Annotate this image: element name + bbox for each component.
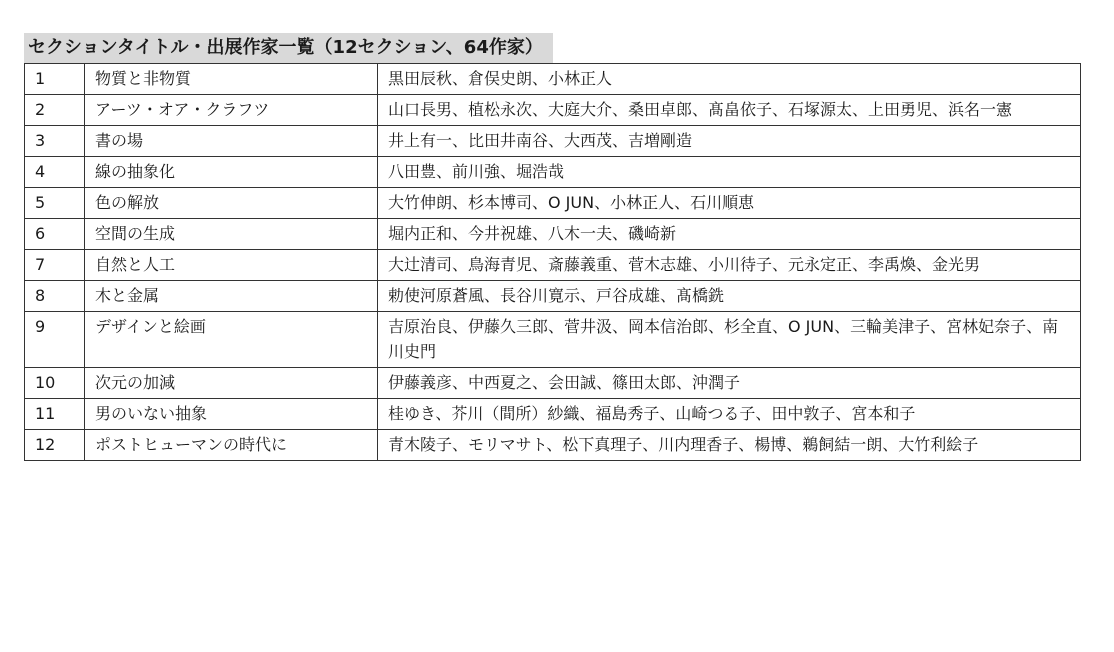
artist-table	[24, 63, 1081, 461]
section-title: 男のいない抽象	[85, 399, 378, 430]
section-title: 線の抽象化	[85, 157, 378, 188]
table-title: セクションタイトル・出展作家一覧（12セクション、64作家）	[24, 33, 553, 63]
table-row	[25, 188, 1081, 219]
artist-list: 伊藤義彦、中西夏之、会田誠、篠田太郎、沖潤子	[378, 368, 1081, 399]
section-number: 1	[25, 64, 85, 95]
table-row	[25, 95, 1081, 126]
section-title: 書の場	[85, 126, 378, 157]
section-number: 8	[25, 281, 85, 312]
table-row	[25, 430, 1081, 461]
section-title: 色の解放	[85, 188, 378, 219]
table-row	[25, 126, 1081, 157]
artist-list: 吉原治良、伊藤久三郎、菅井汲、岡本信治郎、杉全直、O JUN、三輪美津子、宮林妃奈子、南川史門	[378, 312, 1081, 368]
artist-list: 黒田辰秋、倉俣史朗、小林正人	[378, 64, 1081, 95]
section-number: 2	[25, 95, 85, 126]
artist-list: 大竹伸朗、杉本博司、O JUN、小林正人、石川順恵	[378, 188, 1081, 219]
section-title: 物質と非物質	[85, 64, 378, 95]
table-row	[25, 250, 1081, 281]
section-title: ポストヒューマンの時代に	[85, 430, 378, 461]
section-number: 10	[25, 368, 85, 399]
section-number: 7	[25, 250, 85, 281]
section-title: 次元の加減	[85, 368, 378, 399]
table-row	[25, 219, 1081, 250]
section-number: 3	[25, 126, 85, 157]
section-title: 自然と人工	[85, 250, 378, 281]
section-title: アーツ・オア・クラフツ	[85, 95, 378, 126]
table-body	[25, 64, 1081, 461]
artist-list: 勅使河原蒼風、長谷川寛示、戸谷成雄、髙橋銑	[378, 281, 1081, 312]
table-row	[25, 64, 1081, 95]
section-number: 6	[25, 219, 85, 250]
section-title: 木と金属	[85, 281, 378, 312]
artist-list: 山口長男、植松永次、大庭大介、桑田卓郎、髙畠依子、石塚源太、上田勇児、浜名一憲	[378, 95, 1081, 126]
table-row	[25, 281, 1081, 312]
artist-list: 大辻清司、鳥海青児、斎藤義重、菅木志雄、小川待子、元永定正、李禹煥、金光男	[378, 250, 1081, 281]
section-number: 5	[25, 188, 85, 219]
table-row	[25, 399, 1081, 430]
section-number: 11	[25, 399, 85, 430]
section-number: 12	[25, 430, 85, 461]
artist-list: 井上有一、比田井南谷、大西茂、吉増剛造	[378, 126, 1081, 157]
section-number: 9	[25, 312, 85, 368]
table-row	[25, 312, 1081, 368]
table-row	[25, 368, 1081, 399]
artist-list: 堀内正和、今井祝雄、八木一夫、磯崎新	[378, 219, 1081, 250]
section-number: 4	[25, 157, 85, 188]
table-row	[25, 157, 1081, 188]
section-title: デザインと絵画	[85, 312, 378, 368]
section-title: 空間の生成	[85, 219, 378, 250]
artist-list: 桂ゆき、芥川（間所）紗織、福島秀子、山崎つる子、田中敦子、宮本和子	[378, 399, 1081, 430]
document	[24, 33, 1080, 461]
artist-list: 八田豊、前川強、堀浩哉	[378, 157, 1081, 188]
artist-list: 青木陵子、モリマサト、松下真理子、川内理香子、楊博、鵜飼結一朗、大竹利絵子	[378, 430, 1081, 461]
